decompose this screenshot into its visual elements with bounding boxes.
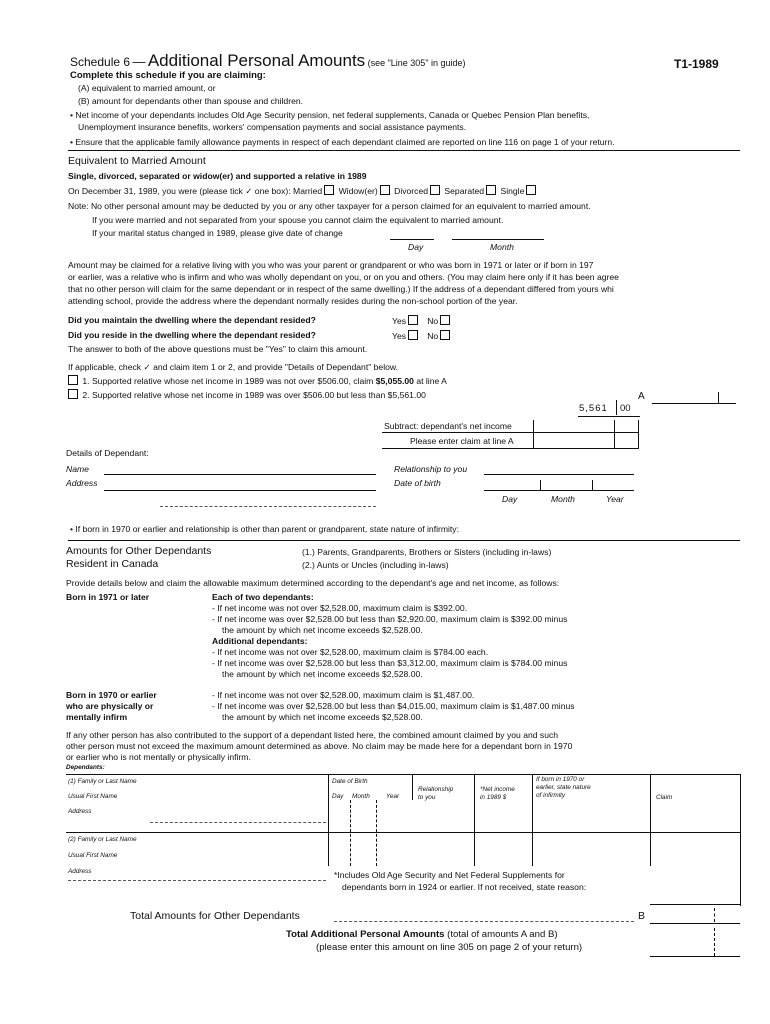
dob-month-header: Month <box>352 793 370 800</box>
details-relationship-field[interactable] <box>484 474 634 475</box>
line-b-field[interactable] <box>650 923 740 924</box>
support-para-1: If any other person has also contributed to the support of a dependant listed here, the combined amount claimed by you and such <box>66 730 559 740</box>
note-text: No other personal amount may be deducted by you or any other taxpayer for a person claimed for an equivalent to married amount. <box>90 201 591 211</box>
net-income-header-2: in 1989 $ <box>480 794 507 801</box>
status-change-label: If your marital status changed in 1989, please give date of change <box>92 228 343 238</box>
cents-divider <box>616 400 617 415</box>
rule-5: - If net income was not over $2,528.00, maximum claim is $1,487.00. <box>212 690 475 700</box>
line-a-field[interactable] <box>652 403 736 404</box>
status-married-checkbox[interactable] <box>324 185 334 195</box>
family-allowance-note: • Ensure that the applicable family allowance payments in respect of each dependant claimed are reported on line 116 on page 1 of your return. <box>70 137 615 147</box>
relationship-header: Relationship <box>418 786 454 793</box>
support-para-2: other person must not exceed the maximum amount determined as above. No claim may be made here for a dependant born in 1970 <box>66 741 573 751</box>
item-1-amount: $5,055.00 <box>375 376 414 386</box>
status-widower-checkbox[interactable] <box>380 185 390 195</box>
line-b-label: B <box>638 910 646 922</box>
line-a-cents-divider <box>718 392 719 403</box>
both-yes-note: The answer to both of the above questions must be "Yes" to claim this amount. <box>68 344 368 354</box>
claim-box-right <box>638 420 639 449</box>
status-separated-checkbox[interactable] <box>486 185 496 195</box>
base-amount-line <box>578 416 640 417</box>
claim-option-b: (B) amount for dependants other than spouse and children. <box>78 96 304 106</box>
change-day-field[interactable] <box>390 239 434 240</box>
other-category-2: (2.) Aunts or Uncles (including in-laws) <box>302 560 449 570</box>
col-divider-net <box>474 774 475 866</box>
col-divider-infirmity <box>532 774 533 866</box>
change-month-field[interactable] <box>452 239 544 240</box>
question-reside: Did you reside in the dwelling where the dependant resided? <box>68 330 316 340</box>
row2-address-label: Address <box>68 868 92 875</box>
maintain-yes-checkbox[interactable] <box>408 315 418 325</box>
other-section-title-2: Resident in Canada <box>66 558 159 570</box>
born-1971-label: Born in 1971 or later <box>66 592 150 602</box>
item-2-text: 2. Supported relative whose net income in 1989 was over $506.00 but less than $5,561.00 <box>82 390 426 400</box>
details-dob-label: Date of birth <box>394 478 441 488</box>
reside-yes-label: Yes <box>392 331 407 341</box>
each-two-label: Each of two dependants: <box>212 592 314 602</box>
enter-claim-label: Please enter claim at line A <box>410 436 514 446</box>
other-section-title: Amounts for Other Dependants <box>66 545 212 557</box>
item-1-text-pre: 1. Supported relative whose net income in 1989 was not over $506.00, claim <box>82 376 376 386</box>
relationship-header-2: to you <box>418 794 436 801</box>
maintain-no-label: No <box>427 316 439 326</box>
table-right-edge <box>740 774 741 906</box>
row1-address-field[interactable] <box>150 822 326 823</box>
born-1970-label-3: mentally infirm <box>66 712 128 722</box>
grand-total-row <box>286 929 558 941</box>
claim-box-cents <box>614 420 615 449</box>
rule-2: - If net income was over $2,528.00 but less than $2,920.00, maximum claim is $392.00 minus <box>212 614 568 624</box>
rule-6-cont: the amount by which net income exceeds $2,528.00. <box>222 712 423 722</box>
see-guide: (see "Line 305" in guide) <box>367 58 466 68</box>
married-note: If you were married and not separated from your spouse you cannot claim the equivalent to married amount. <box>92 215 504 225</box>
row1-first-name-label: Usual First Name <box>68 793 118 800</box>
schedule-number: Schedule 6 <box>70 55 131 69</box>
status-single-checkbox[interactable] <box>526 185 536 195</box>
change-month-caption: Month <box>490 242 514 252</box>
details-name-field[interactable] <box>104 474 376 475</box>
base-amount-cents: 00 <box>620 403 631 414</box>
dob-month-caption: Month <box>551 494 575 504</box>
col-divider-day <box>350 800 351 866</box>
page-title: Additional Personal Amounts <box>147 51 366 70</box>
status-married-label: Married <box>293 186 323 196</box>
table-row-divider <box>66 832 740 833</box>
details-name-label: Name <box>66 464 89 474</box>
dob-day-caption: Day <box>502 494 518 504</box>
dob-day-header: Day <box>332 793 344 800</box>
subtract-line <box>382 432 638 433</box>
total-other-leader <box>334 921 634 922</box>
status-separated-label: Separated <box>444 186 485 196</box>
note-line <box>68 201 591 212</box>
grand-total-cents-divider <box>714 928 715 956</box>
claim-box-left <box>533 420 534 449</box>
net-income-header: *Net income <box>480 786 515 793</box>
details-title: Details of Dependant: <box>66 448 149 458</box>
total-other-label: Total Amounts for Other Dependants <box>130 910 300 922</box>
reside-no-label: No <box>427 331 439 341</box>
col-divider-relationship <box>412 774 413 800</box>
schedule-heading <box>70 50 466 71</box>
row2-family-name-label: (2) Family or Last Name <box>68 836 137 843</box>
rule-4: - If net income was over $2,528.00 but less than $3,312.00, maximum claim is $784.00 minus <box>212 658 568 668</box>
item-1-text-post: at line A <box>413 376 447 386</box>
item-1-checkbox[interactable] <box>68 375 78 385</box>
rule-6: - If net income was over $2,528.00 but less than $4,015.00, maximum claim is $1,487.00 minus <box>212 701 575 711</box>
other-category-1: (1.) Parents, Grandparents, Brothers or Sisters (including in-laws) <box>302 547 552 557</box>
marital-status-prompt: On December 31, 1989, you were (please tick ✓ one box): <box>68 186 291 196</box>
enter-claim-line <box>382 448 638 449</box>
claim-option-a: (A) equivalent to married amount, or <box>78 83 216 93</box>
base-amount: 5,561 <box>579 403 608 414</box>
question-reside-answers <box>392 330 452 342</box>
line-b-cents-divider <box>714 908 715 922</box>
dob-divider-1 <box>540 480 541 490</box>
claim-column-bottom <box>650 904 740 905</box>
details-address-label: Address <box>66 478 98 488</box>
eligibility-para-2: or earlier, was a relative who is infirm and who was wholly dependant on you, or on you and others. (You may claim here only if it has been agree <box>68 272 619 282</box>
infirmity-header-2: earlier, state nature <box>536 784 591 791</box>
line-305-instruction: (please enter this amount on line 305 on page 2 of your return) <box>316 942 583 953</box>
subtract-label: Subtract: dependant's net income <box>384 421 512 431</box>
status-divorced-label: Divorced <box>394 186 429 196</box>
footnote-2: dependants born in 1924 or earlier. If not received, state reason: <box>342 882 587 892</box>
dependants-label: Dependants: <box>66 764 105 771</box>
additional-label: Additional dependants: <box>212 636 308 646</box>
row1-family-name-label: (1) Family or Last Name <box>68 778 137 785</box>
provide-details: Provide details below and claim the allowable maximum determined according to the dependant's age and net income, as follows: <box>66 578 560 588</box>
maintain-no-checkbox[interactable] <box>440 315 450 325</box>
infirmity-note: • If born in 1970 or earlier and relationship is other than parent or grandparent, state nature of infirmity: <box>70 524 459 534</box>
grand-total-field[interactable] <box>650 956 740 957</box>
details-address-field-2[interactable] <box>160 506 376 507</box>
item-2-row <box>66 389 426 401</box>
footnote-1: *Includes Old Age Security and Net Federal Supplements for <box>334 870 565 880</box>
equivalent-section-title: Equivalent to Married Amount <box>68 155 206 167</box>
status-single-label: Single <box>500 186 525 196</box>
infirmity-header: If born in 1970 or <box>536 776 585 783</box>
claim-header: Claim <box>656 794 673 801</box>
reside-yes-checkbox[interactable] <box>408 330 418 340</box>
note-label: Note: <box>68 201 89 211</box>
marital-status-row <box>68 185 538 197</box>
reside-no-checkbox[interactable] <box>440 330 450 340</box>
item-1-row <box>66 375 447 387</box>
dob-year-header: Year <box>386 793 400 800</box>
applicable-instruction: If applicable, check ✓ and claim item 1 or 2, and provide "Details of Dependant" below. <box>68 362 399 372</box>
col-divider-claim <box>650 774 651 866</box>
net-income-note-cont: Unemployment insurance benefits, workers' compensation payments and social assistance payments. <box>78 122 467 132</box>
grand-total-label: Total Additional Personal Amounts <box>286 929 445 940</box>
question-maintain-answers <box>392 315 452 327</box>
line-a-label: A <box>638 391 645 402</box>
dob-divider-2 <box>592 480 593 490</box>
complete-label: Complete this schedule if you are claiming: <box>70 70 266 81</box>
dob-year-caption: Year <box>606 494 624 504</box>
rule-1: - If net income was not over $2,528.00, maximum claim is $392.00. <box>212 603 468 613</box>
details-address-field[interactable] <box>104 490 376 491</box>
question-maintain: Did you maintain the dwelling where the dependant resided? <box>68 315 316 325</box>
born-1970-label: Born in 1970 or earlier <box>66 690 157 700</box>
details-relationship-label: Relationship to you <box>394 464 468 474</box>
eligibility-para-4: attending school, provide the address where the dependant normally resides during the non-school portion of the year. <box>68 296 518 306</box>
born-1970-label-2: who are physically or <box>66 701 154 711</box>
infirmity-header-3: of infirmity <box>536 792 566 799</box>
support-para-3: or earlier who is not mentally or physically infirm. <box>66 752 251 762</box>
details-dob-field[interactable] <box>484 490 634 491</box>
eligibility-para-3: that no other person will claim for the same dependant or in respect of the same dwelling.) If the address of a dependant differed from yours whi <box>68 284 614 294</box>
equivalent-subtitle: Single, divorced, separated or widow(er) and supported a relative in 1989 <box>68 171 367 181</box>
status-widower-label: Widow(er) <box>338 186 378 196</box>
maintain-yes-label: Yes <box>392 316 407 326</box>
title-dash: — <box>132 54 146 69</box>
col-divider-month <box>376 800 377 866</box>
change-day-caption: Day <box>408 242 424 252</box>
row1-address-label: Address <box>68 808 92 815</box>
row2-address-field[interactable] <box>68 880 326 881</box>
divider <box>68 150 740 151</box>
form-id: T1-1989 <box>674 57 719 71</box>
table-top-line <box>66 774 740 775</box>
rule-4-cont: the amount by which net income exceeds $2,528.00. <box>222 669 423 679</box>
grand-total-suffix: (total of amounts A and B) <box>444 929 558 940</box>
dob-header: Date of Birth <box>332 778 368 785</box>
net-income-note: • Net income of your dependants includes Old Age Security pension, net federal supplements, Canada or Quebec Pension Plan benefits, <box>70 110 590 120</box>
row2-first-name-label: Usual First Name <box>68 852 118 859</box>
rule-2-cont: the amount by which net income exceeds $2,528.00. <box>222 625 423 635</box>
col-divider-dob <box>328 774 329 866</box>
item-2-checkbox[interactable] <box>68 389 78 399</box>
eligibility-para-1: Amount may be claimed for a relative living with you who was your parent or grandparent or who was born in 1971 or later or if born in 197 <box>68 260 594 270</box>
rule-3: - If net income was not over $2,528.00, maximum claim is $784.00 each. <box>212 647 489 657</box>
status-divorced-checkbox[interactable] <box>430 185 440 195</box>
divider <box>68 540 740 541</box>
